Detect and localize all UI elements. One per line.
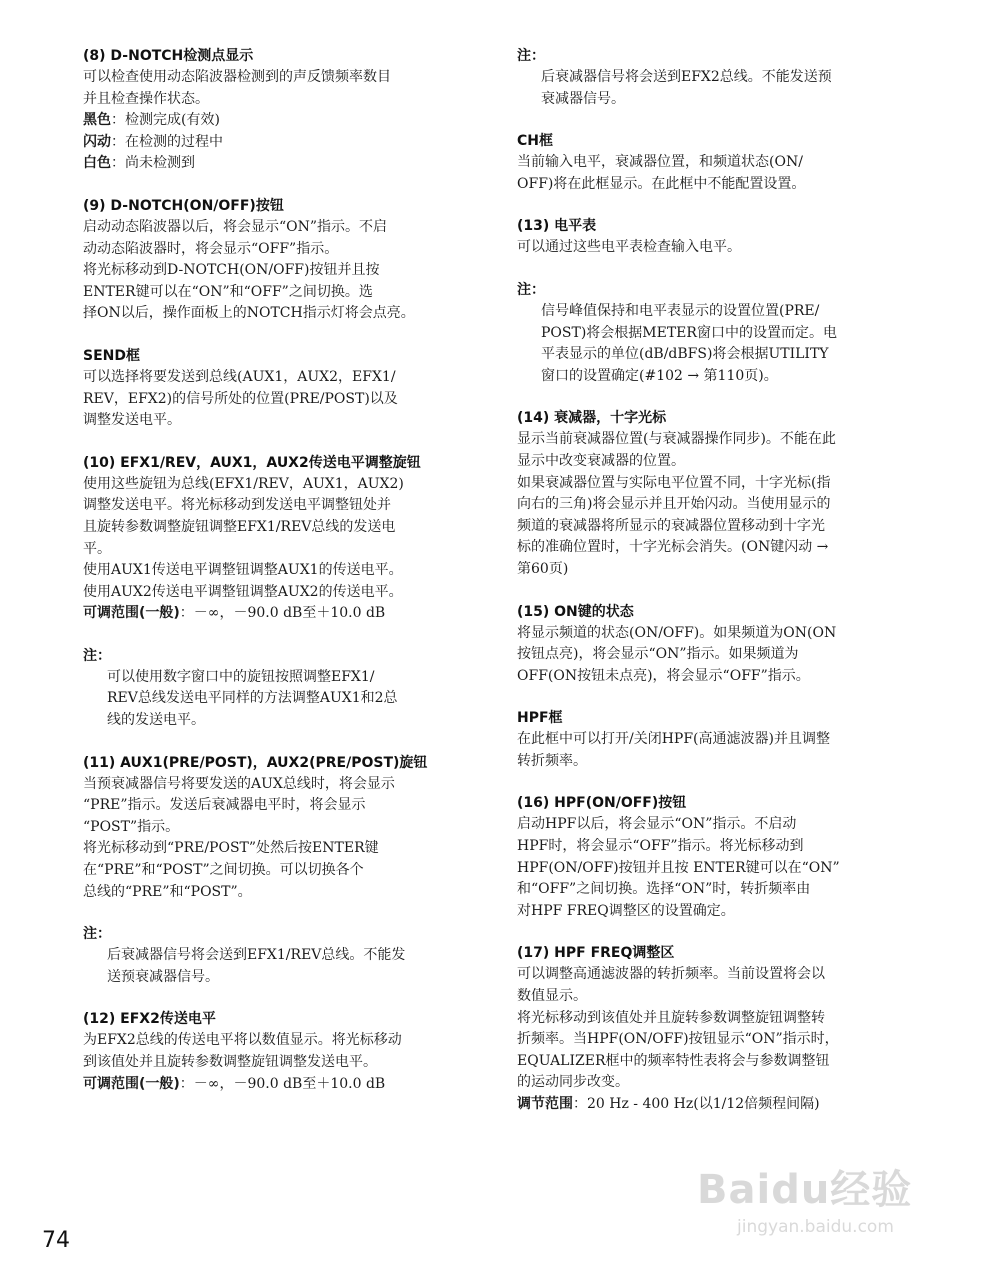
text-line: 使用AUX1传送电平调整钮调整AUX1的传送电平。 <box>83 562 403 579</box>
text-line: HPF(ON/OFF)按钮并且按 ENTER键可以在“ON” <box>517 859 840 876</box>
section-heading: (15) ON键的状态 <box>517 603 634 620</box>
text-line: 窗口的设置确定(#102 → 第110页)。 <box>541 367 778 384</box>
text-line: REV，EFX2)的信号所处的位置(PRE/POST)以及 <box>83 390 398 407</box>
section-aux-pre-post-knobs <box>83 753 483 904</box>
text-line: 显示中改变衰减器的位置。 <box>517 452 685 469</box>
range-label: 调节范围 <box>517 1096 573 1112</box>
text-line: 择ON以后，操作面板上的NOTCH指示灯将会点亮。 <box>83 305 415 322</box>
section-hpf-freq <box>517 943 917 1115</box>
text-line: 到该值处并且旋转参数调整旋钮调整发送电平。 <box>83 1054 377 1070</box>
section-heading: (13) 电平表 <box>517 218 597 235</box>
legend-item <box>83 132 483 154</box>
text-line: OFF)将在此框显示。在此框中不能配置设置。 <box>517 175 806 192</box>
text-line: 将光标移动到“PRE/POST”处然后按ENTER键 <box>83 840 379 857</box>
text-line: 且旋转参数调整旋钮调整EFX1/REV总线的发送电 <box>83 518 396 535</box>
legend-item <box>83 153 483 175</box>
range-line <box>517 1094 917 1116</box>
section-on-key-status <box>517 602 917 688</box>
note-heading: 注： <box>83 926 111 943</box>
legend-sep: ： <box>111 133 125 150</box>
text-line: 转折频率。 <box>517 752 587 769</box>
text-line: 可以通过这些电平表检查输入电平。 <box>517 239 741 256</box>
section-heading: HPF框 <box>517 710 563 727</box>
note-efx1-post <box>83 924 483 988</box>
note-heading: 注： <box>517 48 545 64</box>
section-heading: (9) D-NOTCH(ON/OFF)按钮 <box>83 197 284 214</box>
text-line: 可以调整高通滤波器的转折频率。当前设置将会以 <box>517 966 825 983</box>
right-column <box>517 46 917 1137</box>
text-line: 向右的三角)将会显示并且开始闪动。当使用显示的 <box>517 496 831 513</box>
text-line: 可以使用数字窗口中的旋钮按照调整EFX1/ <box>107 668 375 685</box>
text-line: 信号峰值保持和电平表显示的设置位置(PRE/ <box>541 302 820 319</box>
note-heading: 注： <box>83 647 111 664</box>
section-level-meters <box>517 216 917 259</box>
legend-key: 白色 <box>83 155 111 172</box>
legend-value: 尚未检测到 <box>125 155 195 172</box>
text-line: 线的发送电平。 <box>107 712 205 729</box>
section-hpf-frame <box>517 708 917 772</box>
text-line: 并且检查操作状态。 <box>83 90 209 107</box>
watermark-url: jingyan.baidu.com <box>737 1217 894 1237</box>
legend-value: 检测完成(有效) <box>125 112 220 129</box>
text-line: 可以选择将要发送到总线(AUX1，AUX2，EFX1/ <box>83 368 396 385</box>
left-column <box>83 46 483 1116</box>
text-line: 调整发送电平。 <box>83 412 181 429</box>
text-line: 的运动同步改变。 <box>517 1074 629 1091</box>
range-label: 可调范围(一般) <box>83 1075 180 1092</box>
section-heading: (16) HPF(ON/OFF)按钮 <box>517 795 687 812</box>
text-line: 后衰减器信号将会送到EFX2总线。不能发送预 <box>541 69 832 85</box>
page-number: 74 <box>42 1228 70 1253</box>
note-aux-knobs <box>83 646 483 732</box>
text-line: 使用这些旋钮为总线(EFX1/REV，AUX1，AUX2) <box>83 475 404 492</box>
text-line: 在“PRE”和“POST”之间切换。可以切换各个 <box>83 862 364 879</box>
text-line: REV总线发送电平同样的方法调整AUX1和2总 <box>107 690 398 707</box>
section-send-level-knobs <box>83 453 483 625</box>
text-line: 将光标移动到D-NOTCH(ON/OFF)按钮并且按 <box>83 262 380 279</box>
text-line: 第60页) <box>517 560 569 577</box>
baidu-watermark <box>697 1158 927 1248</box>
text-line: 衰减器信号。 <box>541 90 625 107</box>
legend-key: 黑色 <box>83 112 111 129</box>
range-line <box>83 1074 483 1096</box>
text-line: 折频率。当HPF(ON/OFF)按钮显示“ON”指示时， <box>517 1031 839 1048</box>
text-line: 后衰减器信号将会送到EFX1/REV总线。不能发 <box>107 947 406 964</box>
text-line: 使用AUX2传送电平调整钮调整AUX2的传送电平。 <box>83 583 403 600</box>
range-value: ：20 Hz - 400 Hz(以1/12倍频程间隔) <box>573 1096 820 1112</box>
range-label: 可调范围(一般) <box>83 605 180 622</box>
section-ch-frame <box>517 131 917 195</box>
section-heading: (12) EFX2传送电平 <box>83 1011 216 1028</box>
section-d-notch-indicator <box>83 46 483 175</box>
text-line: 标的准确位置时，十字光标会消失。(ON键闪动 → <box>517 539 829 556</box>
section-heading: (10) EFX1/REV，AUX1，AUX2传送电平调整旋钮 <box>83 454 421 471</box>
text-line: 调整发送电平。将光标移动到发送电平调整钮处并 <box>83 497 391 514</box>
text-line: 动动态陷波器时，将会显示“OFF”指示。 <box>83 240 339 257</box>
text-line: 送预衰减器信号。 <box>107 968 219 985</box>
text-line: 对HPF FREQ调整区的设置确定。 <box>517 902 735 919</box>
text-line: 按钮点亮)，将会显示“ON”指示。如果频道为 <box>517 646 799 663</box>
text-line: 频道的衰减器将所显示的衰减器位置移动到十字光 <box>517 517 825 534</box>
text-line: 当预衰减器信号将要发送的AUX总线时，将会显示 <box>83 775 395 792</box>
text-line: “POST”指示。 <box>83 818 180 835</box>
text-line: POST)将会根据METER窗口中的设置而定。电 <box>541 324 837 341</box>
text-line: 可以检查使用动态陷波器检测到的声反馈频率数目 <box>83 69 391 85</box>
text-line: “PRE”指示。发送后衰减器电平时，将会显示 <box>83 797 366 814</box>
note-meter-settings <box>517 280 917 387</box>
text-line: 为EFX2总线的传送电平将以数值显示。将光标移动 <box>83 1032 402 1049</box>
legend-item <box>83 110 483 132</box>
text-line: 将显示频道的状态(ON/OFF)。如果频道为ON(ON <box>517 624 837 641</box>
section-efx2-send-level <box>83 1009 483 1095</box>
note-heading: 注： <box>517 281 545 298</box>
text-line: 将光标移动到该值处并且旋转参数调整旋钮调整转 <box>517 1009 825 1026</box>
text-line: ENTER键可以在“ON”和“OFF”之间切换。选 <box>83 283 373 300</box>
text-line: 平。 <box>83 540 111 557</box>
legend-sep: ： <box>111 155 125 172</box>
section-heading: (8) D-NOTCH检测点显示 <box>83 48 254 64</box>
section-hpf-button <box>517 793 917 922</box>
range-line <box>83 603 483 625</box>
section-heading: SEND框 <box>83 347 140 364</box>
text-line: 平表显示的单位(dB/dBFS)将会根据UTILITY <box>541 346 829 363</box>
section-d-notch-button <box>83 196 483 325</box>
text-line: 总线的“PRE”和“POST”。 <box>83 883 252 900</box>
text-line: 启动HPF以后，将会显示“ON”指示。不启动 <box>517 816 797 833</box>
text-line: 和“OFF”之间切换。选择“ON”时，转折频率由 <box>517 881 811 898</box>
range-value: ：－∞，－90.0 dB至＋10.0 dB <box>179 605 386 622</box>
section-heading: (11) AUX1(PRE/POST)，AUX2(PRE/POST)旋钮 <box>83 754 428 771</box>
legend-key: 闪动 <box>83 133 111 150</box>
text-line: 显示当前衰减器位置(与衰减器操作同步)。不能在此 <box>517 431 836 448</box>
text-line: 在此框中可以打开/关闭HPF(高通滤波器)并且调整 <box>517 731 830 748</box>
note-efx2-post <box>517 46 917 110</box>
text-line: EQUALIZER框中的频率特性表将会与参数调整钮 <box>517 1052 830 1069</box>
legend-sep: ： <box>111 112 125 129</box>
range-value: ：－∞，－90.0 dB至＋10.0 dB <box>179 1075 386 1092</box>
text-line: HPF时，将会显示“OFF”指示。将光标移动到 <box>517 838 804 855</box>
section-heading: (17) HPF FREQ调整区 <box>517 945 675 962</box>
text-line: 如果衰减器位置与实际电平位置不同，十字光标(指 <box>517 474 831 491</box>
legend-value: 在检测的过程中 <box>125 133 223 150</box>
section-heading: (14) 衰减器，十字光标 <box>517 410 667 427</box>
text-line: 数值显示。 <box>517 988 587 1005</box>
text-line: OFF(ON按钮未点亮)，将会显示“OFF”指示。 <box>517 667 810 684</box>
watermark-logo: Baidu经验 <box>697 1167 913 1213</box>
section-fader-crosshair <box>517 408 917 580</box>
text-line: 当前输入电平，衰减器位置，和频道状态(ON/ <box>517 154 803 171</box>
text-line: 启动动态陷波器以后，将会显示“ON”指示。不启 <box>83 218 388 235</box>
section-heading: CH框 <box>517 133 553 150</box>
section-send-frame <box>83 346 483 432</box>
